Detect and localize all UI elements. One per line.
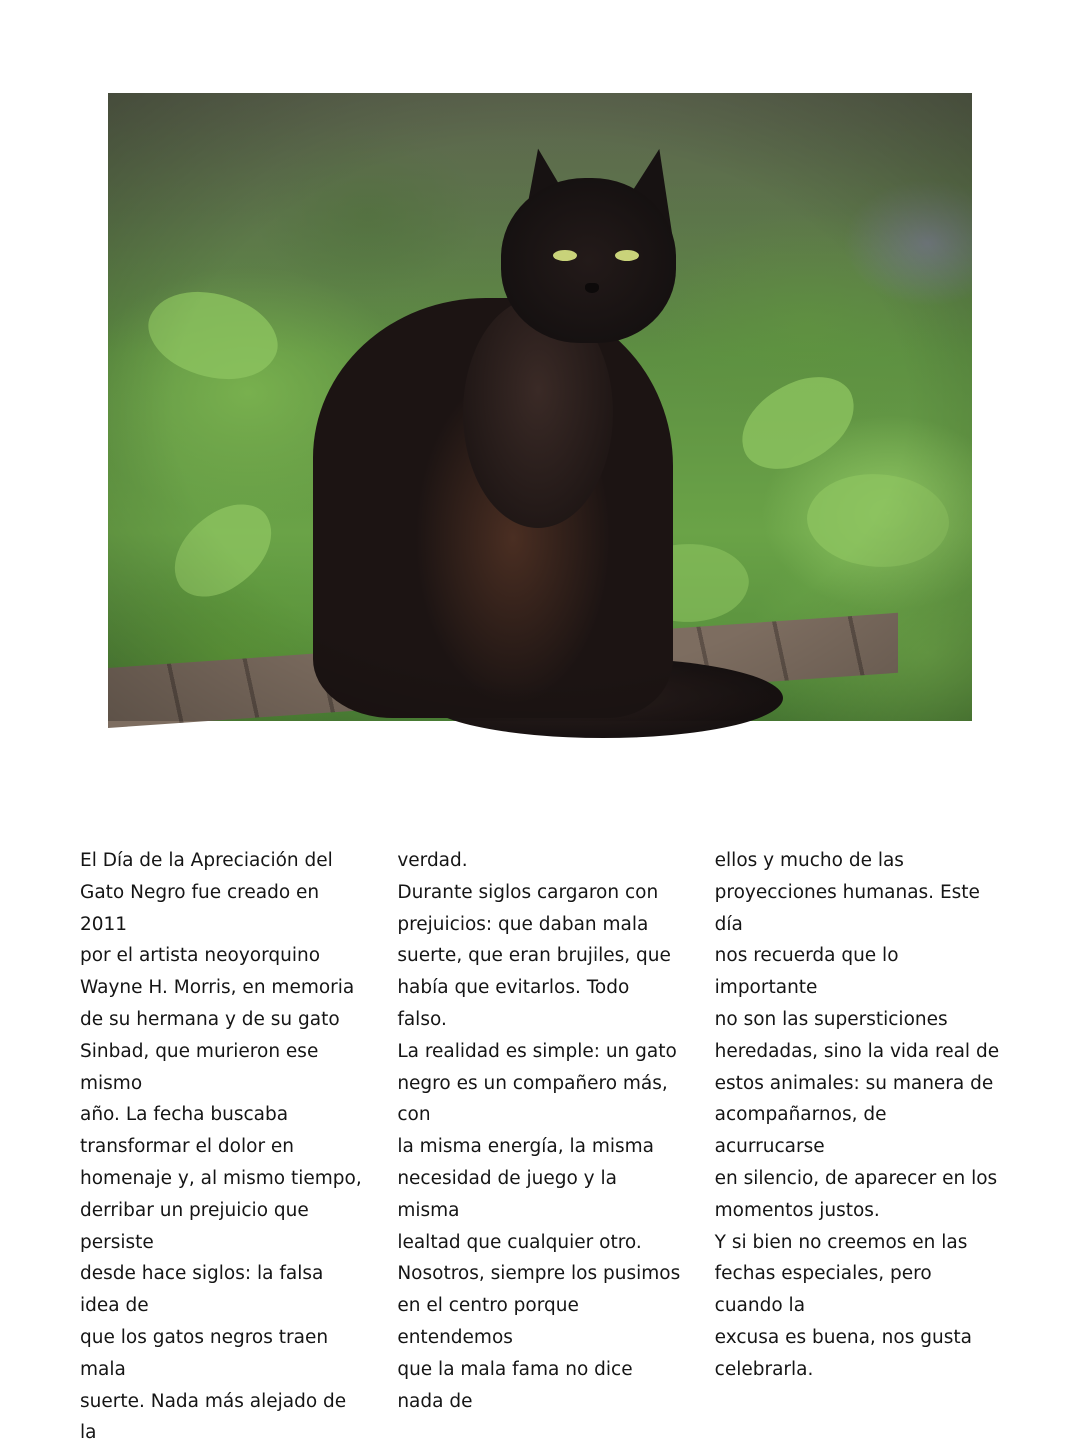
black-cat — [303, 148, 703, 718]
wooden-bench — [108, 613, 898, 728]
article-column-1: El Día de la Apreciación del Gato Negro fue creado en 2011 por el artista neoyorquino Wayne H. Morris, en memoria de su hermana y de su gato Sinbad, que murieron ese mismo año. La fecha buscaba transformar el dolor en homenaje y, al mismo tiempo, derribar un prejuicio que persiste desde hace siglos: la falsa idea de que los gatos negros traen mala suerte. Nada más alejado de la — [80, 850, 362, 1444]
cat-chest — [463, 298, 613, 528]
cat-eye-right — [615, 250, 639, 261]
cat-ear-left — [509, 143, 582, 232]
leaf — [728, 365, 868, 481]
cat-body — [313, 298, 673, 718]
cat-head — [501, 178, 676, 343]
cat-nose — [585, 283, 599, 293]
article-column-2: verdad. Durante siglos cargaron con prejuicios: que daban mala suerte, que eran brujiles, que había que evitarlos. Todo falso. La realidad es simple: un gato negro es un compañero más, con la misma energía, la misma necesidad de juego y la misma lealtad que cualquier otro. Nosotros, siempre los pusimos en el centro porque entendemos que la mala fama no dice nada de — [397, 850, 681, 1412]
article-columns — [80, 845, 1000, 1444]
leaf — [136, 270, 290, 402]
leaf — [622, 533, 754, 633]
leaf — [798, 457, 958, 585]
article-column-3: ellos y mucho de las proyecciones humanas. Este día nos recuerda que lo importante no son las supersticiones heredadas, sino la vida real de estos animales: su manera de acompañarnos, de acurrucarse en silencio, de aparecer en los momentos justos. Y si bien no creemos en las fechas especiales, pero cuando la excusa es buena, nos gusta celebrarla. — [714, 850, 1000, 1380]
cat-tail — [423, 658, 783, 738]
cat-ear-right — [613, 143, 688, 234]
black-cat-photo — [108, 93, 972, 721]
leaf — [157, 491, 290, 611]
garden-fence — [108, 93, 972, 353]
cat-eye-left — [553, 250, 577, 261]
